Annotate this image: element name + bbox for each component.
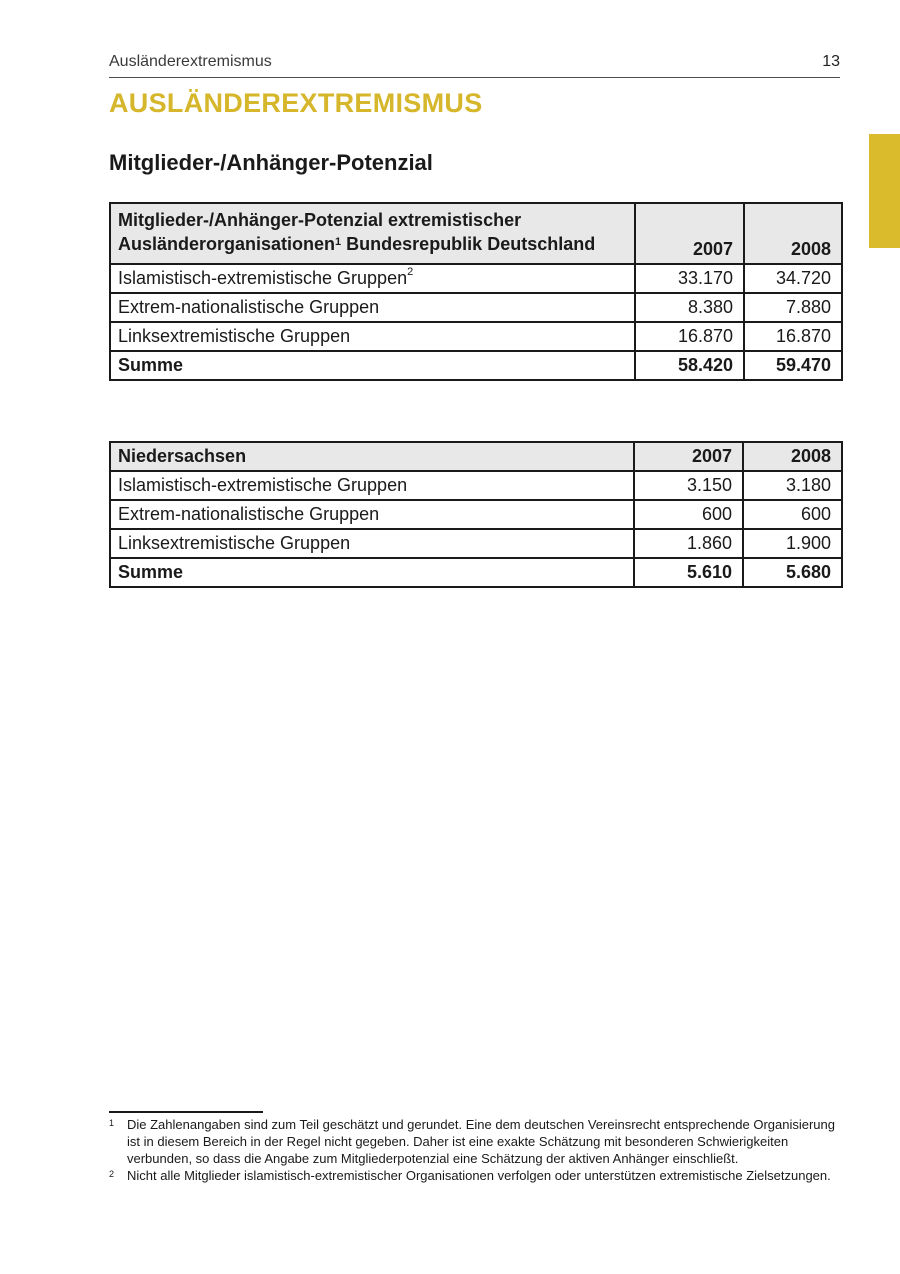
footnote-ref-2: 2 xyxy=(407,266,414,278)
cell-2008: 3.180 xyxy=(743,471,842,500)
row-label: Islamistisch-extremistische Gruppen xyxy=(110,471,634,500)
total-label: Summe xyxy=(110,558,634,587)
row-label: Linksextremistische Gruppen xyxy=(110,529,634,558)
footnote-ref-1: 1 xyxy=(335,236,342,248)
column-header-2007: 2007 xyxy=(634,442,743,471)
chapter-tab-marker xyxy=(869,134,900,248)
niedersachsen-table xyxy=(109,441,843,588)
column-header-2008: 2008 xyxy=(744,203,842,264)
row-label: Extrem-nationalistische Gruppen xyxy=(110,293,635,322)
table-header-row xyxy=(110,442,842,471)
federal-title-line2-a: Ausländerorganisationen xyxy=(118,234,336,254)
running-header xyxy=(109,52,840,78)
federal-title-line1: Mitglieder-/Anhänger-Potenzial extremistischer xyxy=(118,210,522,230)
row-label: Linksextremistische Gruppen xyxy=(110,322,635,351)
federal-table-title xyxy=(110,203,635,264)
total-row xyxy=(110,558,842,587)
cell-2007: 8.380 xyxy=(635,293,744,322)
cell-2008: 16.870 xyxy=(744,322,842,351)
page-number: 13 xyxy=(822,53,840,70)
federal-table xyxy=(109,202,843,381)
table-row xyxy=(110,500,842,529)
footnote-text: Nicht alle Mitglieder islamistisch-extremistischer Organisationen verfolgen oder unterstützen extremistische Zielsetzungen. xyxy=(127,1168,831,1183)
total-row xyxy=(110,351,842,380)
cell-2008: 7.880 xyxy=(744,293,842,322)
table-row xyxy=(110,529,842,558)
footnote-1 xyxy=(109,1116,841,1167)
total-2008: 59.470 xyxy=(744,351,842,380)
footnote-2 xyxy=(109,1167,841,1184)
table-row xyxy=(110,322,842,351)
footnote-mark: 1 xyxy=(109,1118,115,1128)
row-label: Extrem-nationalistische Gruppen xyxy=(110,500,634,529)
footnote-text: Die Zahlenangaben sind zum Teil geschätzt und gerundet. Eine dem deutschen Vereinsrecht entsprechende Organisierung ist in diesem Bereich in der Regel nicht gegeben. Daher ist eine exakte Schätzung mit besonderen Schwierigkeiten verbunden, so dass die Angabe zum Mitgliederpotenzial eine Schätzung der aktiven Anhänger einschließt. xyxy=(127,1117,835,1166)
cell-2007: 1.860 xyxy=(634,529,743,558)
cell-2007: 16.870 xyxy=(635,322,744,351)
cell-2008: 34.720 xyxy=(744,264,842,293)
total-2008: 5.680 xyxy=(743,558,842,587)
table-row xyxy=(110,293,842,322)
cell-2007: 600 xyxy=(634,500,743,529)
running-header-section: Ausländerextremismus xyxy=(109,53,272,70)
cell-2007: 3.150 xyxy=(634,471,743,500)
table-header-row xyxy=(110,203,842,264)
cell-2007: 33.170 xyxy=(635,264,744,293)
footnote-mark: 2 xyxy=(109,1169,115,1179)
column-header-2008: 2008 xyxy=(743,442,842,471)
chapter-title: AUSLÄNDEREXTREMISMUS xyxy=(109,88,483,118)
federal-title-line2-b: Bundesrepublik Deutschland xyxy=(341,234,596,254)
column-header-2007: 2007 xyxy=(635,203,744,264)
cell-2008: 600 xyxy=(743,500,842,529)
niedersachsen-table-title: Niedersachsen xyxy=(110,442,634,471)
total-label: Summe xyxy=(110,351,635,380)
footnote-divider xyxy=(109,1111,263,1113)
footnotes xyxy=(109,1116,841,1184)
table-row xyxy=(110,471,842,500)
section-title: Mitglieder-/Anhänger-Potenzial xyxy=(109,150,433,175)
total-2007: 5.610 xyxy=(634,558,743,587)
table-row xyxy=(110,264,842,293)
cell-2008: 1.900 xyxy=(743,529,842,558)
total-2007: 58.420 xyxy=(635,351,744,380)
row-label: Islamistisch-extremistische Gruppen$^2$ xyxy=(110,264,635,293)
